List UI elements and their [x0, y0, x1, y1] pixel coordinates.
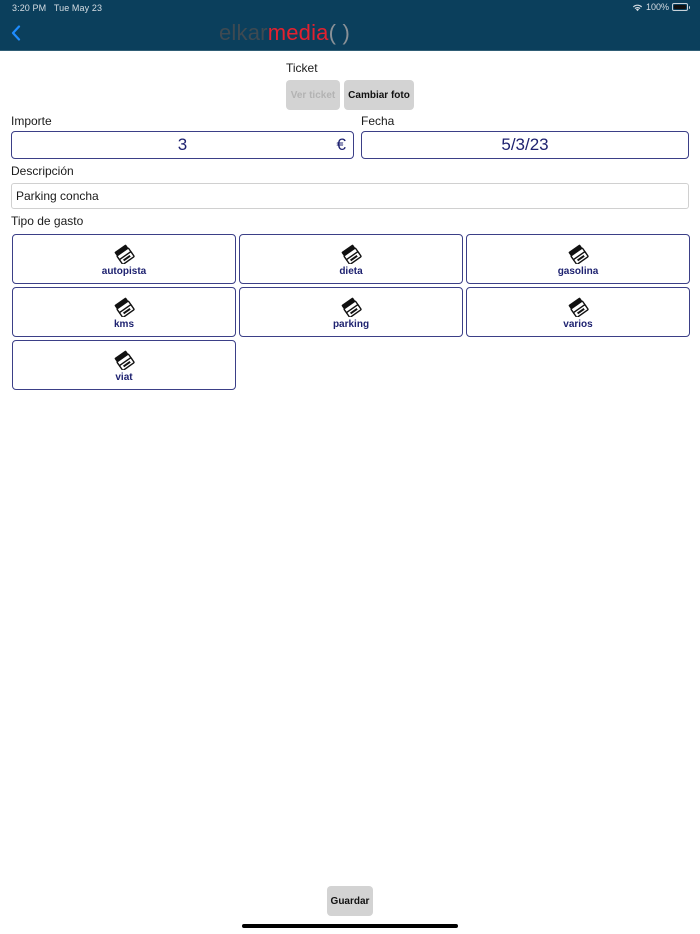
expense-type-varios[interactable]: [466, 287, 690, 337]
tickets-icon: [567, 244, 589, 264]
currency-symbol: €: [336, 135, 346, 154]
tickets-icon: [113, 350, 135, 370]
amount-label: Importe: [11, 114, 52, 128]
battery-percent: 100%: [645, 2, 669, 12]
tickets-icon: [113, 244, 135, 264]
expense-type-viat[interactable]: [12, 340, 236, 390]
amount-value: 3: [177, 135, 188, 154]
tickets-icon: [340, 297, 362, 317]
ticket-label: Ticket: [286, 61, 318, 75]
expense-type-label-text: kms: [113, 318, 134, 330]
save-button[interactable]: Guardar: [327, 886, 373, 916]
date-label: Fecha: [361, 114, 395, 128]
status-time-value: 3:20 PM: [12, 3, 47, 13]
expense-type-grid: [12, 234, 689, 390]
view-ticket-button[interactable]: Ver ticket: [286, 80, 340, 110]
status-time: [12, 3, 102, 13]
home-indicator[interactable]: [242, 924, 458, 928]
expense-type-label-text: viat: [115, 371, 133, 383]
app-logo: [219, 20, 350, 46]
tickets-icon: [567, 297, 589, 317]
status-indicators: [632, 2, 688, 12]
date-input[interactable]: [361, 131, 689, 159]
tickets-icon: [113, 297, 135, 317]
expense-type-kms[interactable]: [12, 287, 236, 337]
expense-type-gasolina[interactable]: [466, 234, 690, 284]
amount-input[interactable]: [11, 131, 354, 159]
expense-type-label-text: gasolina: [557, 265, 599, 277]
expense-type-label-text: dieta: [339, 265, 363, 277]
expense-type-label-text: varios: [563, 318, 593, 330]
chevron-left-icon: [11, 25, 21, 41]
back-button[interactable]: [6, 22, 26, 44]
expense-type-label: Tipo de gasto: [11, 214, 84, 228]
logo-media: media: [267, 20, 329, 45]
status-date-value: Tue May 23: [53, 3, 103, 13]
change-photo-button[interactable]: Cambiar foto: [344, 80, 414, 110]
logo-elkar: elkar: [219, 20, 268, 45]
wifi-icon: [632, 3, 643, 12]
expense-type-autopista[interactable]: [12, 234, 236, 284]
logo-parens: ( ): [328, 20, 350, 45]
navigation-bar: [0, 0, 700, 51]
description-input[interactable]: [11, 183, 689, 209]
expense-type-label-text: parking: [332, 318, 370, 330]
tickets-icon: [340, 244, 362, 264]
description-value: Parking concha: [16, 189, 99, 203]
expense-type-dieta[interactable]: [239, 234, 463, 284]
expense-type-label-text: autopista: [101, 265, 147, 277]
date-value: 5/3/23: [501, 135, 549, 154]
expense-type-parking[interactable]: [239, 287, 463, 337]
description-label: Descripción: [11, 164, 74, 178]
battery-icon: [672, 3, 688, 11]
